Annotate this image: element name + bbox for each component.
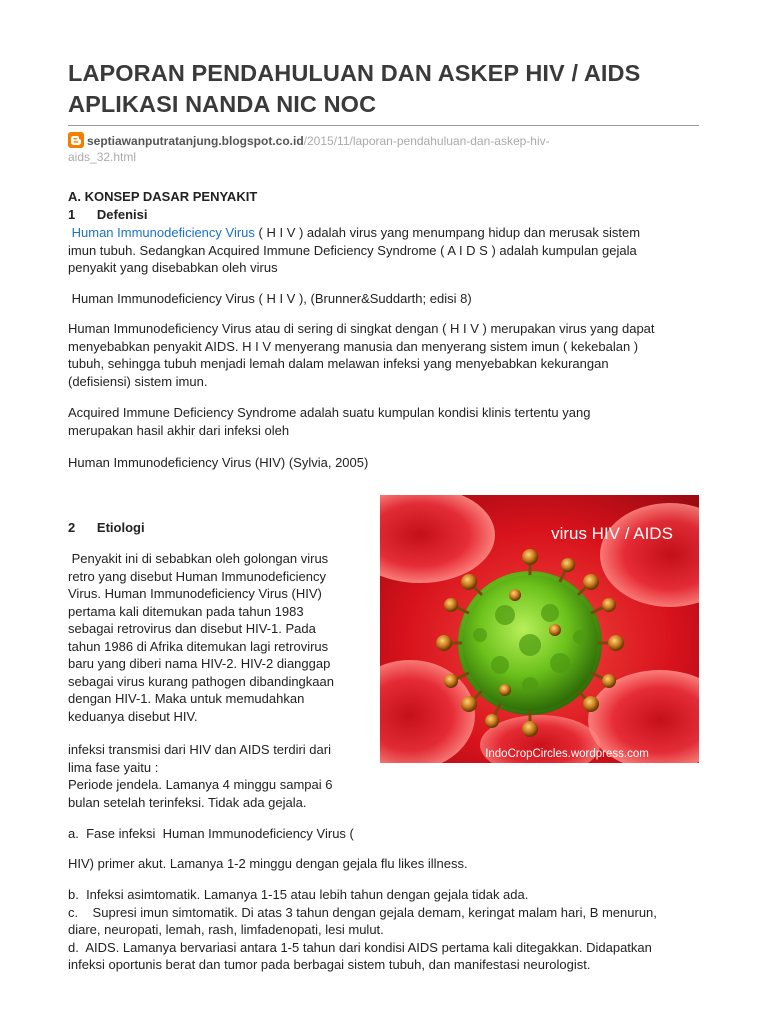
phase-a-continued: HIV) primer akut. Lamanya 1-2 minggu dengan gejala flu likes illness. xyxy=(68,856,468,871)
hiv-link[interactable]: Human Immunodeficiency Virus xyxy=(71,225,255,240)
phase-list xyxy=(68,886,728,974)
etiologi-paragraph: Penyakit ini di sebabkan oleh golongan virus retro yang disebut Human Immunodeficiency Virus. Human Immunodeficiency Virus (HIV) pertama kali ditemukan pada tahun 1983 sebagai retrovirus dan disebut HIV-1. Pada tahun 1986 di Afrika ditemukan lagi retrovirus baru yang diberi nama HIV-2. HIV-2 dianggap sebagai virus kurang pathogen dibandingkaan dengan HIV-1. Maka untuk memudahkan keduanya disebut HIV. xyxy=(68,551,334,724)
source-link[interactable] xyxy=(68,132,668,165)
phase-d-line-2: infeksi oportunis berat dan tumor pada berbagai sistem tubuh, dan manifestasi neurologist. xyxy=(68,957,591,972)
subheading-defenisi: 1 Defenisi xyxy=(68,207,148,222)
phase-c-line-1: c. Supresi imun simtomatik. Di atas 3 tahun dengan gejala demam, keringat malam hari, B menurun, xyxy=(68,904,657,920)
title-divider xyxy=(68,125,699,126)
transmission-paragraph: infeksi transmisi dari HIV dan AIDS terdiri dari lima fase yaitu : Periode jendela. Lamanya 4 minggu sampai 6 bulan setelah terinfeksi. Tidak ada gejala. xyxy=(68,742,333,810)
title-line-2: APLIKASI NANDA NIC NOC xyxy=(68,91,377,117)
subheading-etiologi: 2 Etiologi xyxy=(68,520,145,535)
document-title xyxy=(68,58,708,120)
blogger-icon xyxy=(68,132,84,148)
phase-d-line-1: d. AIDS. Lamanya bervariasi antara 1-5 tahun dari kondisi AIDS pertama kali ditegakkan. Didapatkan xyxy=(68,939,652,955)
source-path-1[interactable]: /2015/11/laporan-pendahuluan-dan-askep-hiv- xyxy=(303,134,550,148)
figure-watermark: IndoCropCircles.wordpress.com xyxy=(485,748,649,760)
source-domain[interactable]: septiawanputratanjung.blogspot.co.id xyxy=(87,134,304,148)
paragraph-hiv: Human Immunodeficiency Virus atau di sering di singkat dengan ( H I V ) merupakan virus yang dapat menyebabkan penyakit AIDS. H I V menyerang manusia dan menyerang sistem imun ( kekebalan ) tubuh, sehingga tubuh menjadi lemah dalam melawan infeksi yang menyebabkan kekurangan (defisiensi) sistem imun. xyxy=(68,321,655,389)
section-a-heading: A. KONSEP DASAR PENYAKIT xyxy=(68,189,258,204)
virus-illustration xyxy=(436,549,624,737)
paragraph-aids: Acquired Immune Deficiency Syndrome adalah suatu kumpulan kondisi klinis tertentu yang merupakan hasil akhir dari infeksi oleh xyxy=(68,405,591,438)
reference-sylvia: Human Immunodeficiency Virus (HIV) (Sylvia, 2005) xyxy=(68,455,369,470)
figure-caption: virus HIV / AIDS xyxy=(551,524,673,543)
phase-b: b. Infeksi asimtomatik. Lamanya 1-15 atau lebih tahun dengan gejala tidak ada. xyxy=(68,887,529,902)
hiv-virus-image xyxy=(380,495,699,763)
phase-a: a. Fase infeksi Human Immunodeficiency Virus ( xyxy=(68,826,354,841)
title-line-1: LAPORAN PENDAHULUAN DAN ASKEP HIV / AIDS xyxy=(68,60,641,86)
definition-paragraph: Human Immunodeficiency Virus ( H I V ) adalah virus yang menumpang hidup dan merusak sistem imun tubuh. Sedangkan Acquired Immune Deficiency Syndrome ( A I D S ) adalah kumpulan gejala penyakit yang disebabkan oleh virus xyxy=(68,225,641,275)
reference-brunner: Human Immunodeficiency Virus ( H I V ), (Brunner&Suddarth; edisi 8) xyxy=(68,291,472,306)
phase-c-line-2: diare, neuropati, lemah, rash, limfadenopati, lesi mulut. xyxy=(68,922,384,937)
source-path-2[interactable]: aids_32.html xyxy=(68,150,137,164)
